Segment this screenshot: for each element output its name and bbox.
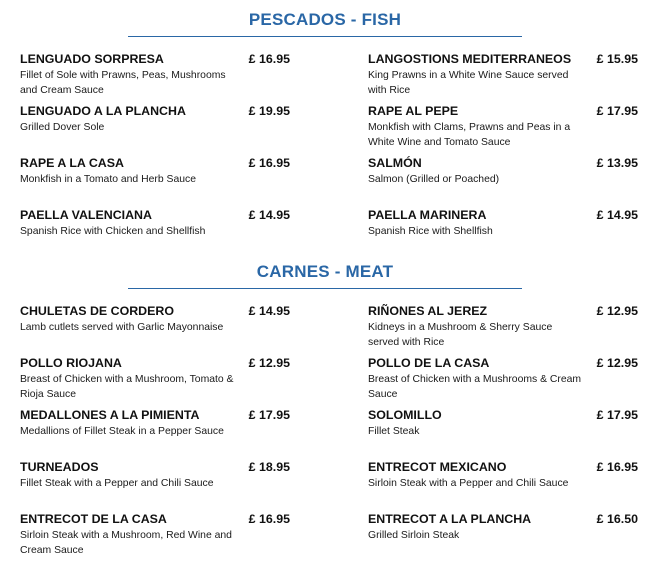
item-name: RIÑONES AL JEREZ (368, 304, 488, 318)
item-price: £ 16.95 (248, 52, 290, 66)
item-description: Breast of Chicken with a Mushroom, Tomato & Rioja Sauce (20, 374, 234, 400)
item-description: Monkfish with Clams, Prawns and Peas in a White Wine and Tomato Sauce (368, 122, 571, 148)
item-description: Lamb cutlets served with Garlic Mayonnaise (20, 322, 224, 333)
item-price: £ 12.95 (596, 304, 638, 318)
item-price: £ 17.95 (596, 104, 638, 118)
item-description: King Prawns in a White Wine Sauce served with Rice (368, 70, 569, 96)
menu-item (20, 104, 290, 135)
menu-item (20, 208, 290, 239)
item-name: CHULETAS DE CORDERO (20, 304, 174, 318)
item-description: Medallions of Fillet Steak in a Pepper Sauce (20, 426, 224, 437)
item-name: TURNEADOS (20, 460, 99, 474)
item-description: Monkfish in a Tomato and Herb Sauce (20, 174, 196, 185)
menu-item (368, 52, 638, 98)
item-price: £ 14.95 (248, 304, 290, 318)
item-description: Spanish Rice with Shellfish (368, 226, 493, 237)
item-name: POLLO DE LA CASA (368, 356, 490, 370)
item-price: £ 12.95 (248, 356, 290, 370)
menu-item (20, 408, 290, 439)
item-description: Fillet Steak (368, 426, 420, 437)
item-description: Fillet Steak with a Pepper and Chili Sauce (20, 478, 214, 489)
menu-item (20, 52, 290, 98)
item-price: £ 16.95 (248, 512, 290, 526)
item-price: £ 17.95 (596, 408, 638, 422)
item-price: £ 16.95 (248, 156, 290, 170)
item-description: Grilled Dover Sole (20, 122, 105, 133)
item-description: Grilled Sirloin Steak (368, 530, 460, 541)
item-name: SALMÓN (368, 156, 422, 170)
item-name: PAELLA VALENCIANA (20, 208, 152, 222)
item-name: MEDALLONES A LA PIMIENTA (20, 408, 200, 422)
item-name: LENGUADO A LA PLANCHA (20, 104, 186, 118)
item-description: Kidneys in a Mushroom & Sherry Sauce served with Rice (368, 322, 553, 348)
item-name: LANGOSTIONS MEDITERRANEOS (368, 52, 572, 66)
item-description: Spanish Rice with Chicken and Shellfish (20, 226, 206, 237)
menu-item (20, 512, 290, 558)
item-description: Fillet of Sole with Prawns, Peas, Mushrooms and Cream Sauce (20, 70, 226, 96)
item-price: £ 18.95 (248, 460, 290, 474)
item-price: £ 17.95 (248, 408, 290, 422)
item-price: £ 13.95 (596, 156, 638, 170)
item-description: Breast of Chicken with a Mushrooms & Cream Sauce (368, 374, 582, 400)
meat-section-title: CARNES - MEAT (256, 262, 394, 281)
item-description: Salmon (Grilled or Poached) (368, 174, 500, 185)
menu-item (20, 460, 290, 491)
menu-item (20, 356, 290, 402)
item-name: RAPE AL PEPE (368, 104, 459, 118)
item-price: £ 14.95 (248, 208, 290, 222)
menu-item (368, 512, 638, 543)
item-name: SOLOMILLO (368, 408, 442, 422)
item-price: £ 15.95 (596, 52, 638, 66)
item-description: Sirloin Steak with a Mushroom, Red Wine and Cream Sauce (20, 530, 232, 556)
menu-item (368, 208, 638, 239)
item-name: LENGUADO SORPRESA (20, 52, 164, 66)
menu-item (368, 460, 638, 491)
item-name: POLLO RIOJANA (20, 356, 122, 370)
item-name: ENTRECOT A LA PLANCHA (368, 512, 532, 526)
item-price: £ 16.95 (596, 460, 638, 474)
meat-section-divider (128, 288, 522, 289)
item-price: £ 12.95 (596, 356, 638, 370)
menu-item (368, 304, 638, 350)
fish-section-title: PESCADOS - FISH (248, 10, 402, 29)
item-price: £ 14.95 (596, 208, 638, 222)
fish-section-divider (128, 36, 522, 37)
menu-item (368, 156, 638, 187)
item-price: £ 19.95 (248, 104, 290, 118)
menu-item (20, 304, 290, 335)
item-name: PAELLA MARINERA (368, 208, 487, 222)
menu-item (20, 156, 290, 187)
item-price: £ 16.50 (596, 512, 638, 526)
menu-item (368, 356, 638, 402)
menu-item (368, 104, 638, 150)
menu-item (368, 408, 638, 439)
item-name: ENTRECOT DE LA CASA (20, 512, 167, 526)
item-name: ENTRECOT MEXICANO (368, 460, 507, 474)
item-name: RAPE A LA CASA (20, 156, 124, 170)
item-description: Sirloin Steak with a Pepper and Chili Sauce (368, 478, 569, 489)
